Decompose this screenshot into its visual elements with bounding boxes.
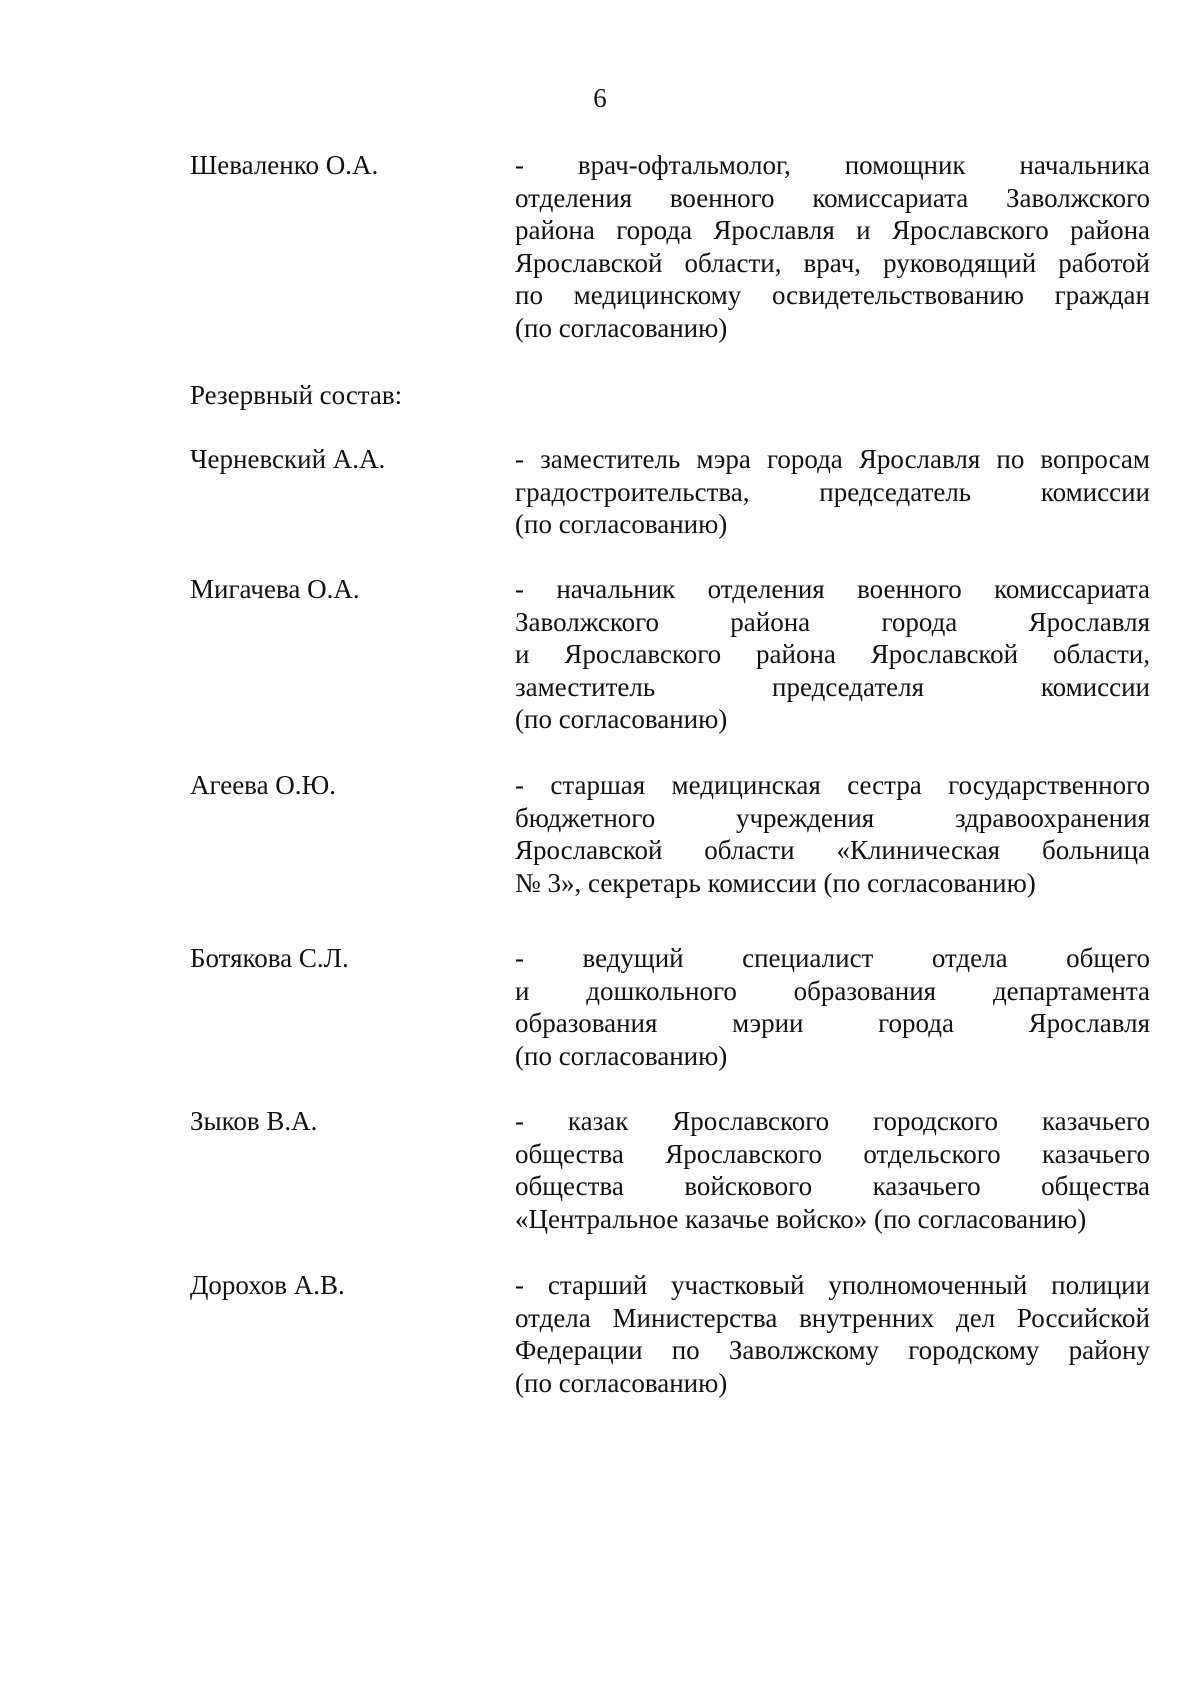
description-line: градостроительства, председатель комиссии [515, 476, 1150, 507]
description-line: района города Ярославля и Ярославского района [515, 215, 1150, 245]
description-line: отдела Министерства внутренних дел Российской [515, 1302, 1150, 1333]
description-line: - начальник отделения военного комиссариата [515, 574, 1150, 604]
description-line: (по согласованию) [515, 312, 728, 343]
description-line: образования мэрии города Ярославля [515, 1008, 1150, 1038]
page-number: 6 [593, 83, 607, 113]
member-name: Шеваленко О.А. [190, 150, 379, 180]
description-line: бюджетного учреждения здравоохранения [515, 802, 1150, 833]
member-name: Агеева О.Ю. [190, 770, 337, 800]
description-line: Заволжского района города Ярославля [515, 606, 1150, 637]
description-line: Федерации по Заволжскому городскому району [515, 1335, 1150, 1365]
member-name: Ботякова С.Л. [190, 943, 349, 973]
member-name: Мигачева О.А. [190, 574, 360, 604]
member-description [515, 942, 1150, 1072]
description-line: по медицинскому освидетельствованию граждан [515, 280, 1150, 310]
description-line: - старший участковый уполномоченный полиции [515, 1270, 1150, 1300]
member-description [515, 443, 1150, 541]
description-line: Ярославской области «Клиническая больница [515, 835, 1150, 865]
description-line: - ведущий специалист отдела общего [515, 943, 1150, 973]
description-line: заместитель председателя комиссии [515, 671, 1150, 702]
member-description [515, 149, 1150, 344]
member-name: Зыков В.А. [190, 1106, 318, 1136]
description-line: - заместитель мэра города Ярославля по вопросам [515, 444, 1150, 474]
description-line: (по согласованию) [515, 1367, 728, 1398]
member-description [515, 1105, 1150, 1235]
description-line: № 3», секретарь комиссии (по согласованию) [515, 867, 1036, 898]
description-line: и Ярославского района Ярославской области, [515, 639, 1150, 669]
member-description [515, 573, 1150, 736]
member-description [515, 1269, 1150, 1399]
description-line: - врач-офтальмолог, помощник начальника [515, 150, 1150, 180]
description-line: общества войскового казачьего общества [515, 1171, 1150, 1201]
description-line: «Центральное казачье войско» (по согласованию) [515, 1203, 1087, 1234]
reserve-heading: Резервный состав: [190, 380, 403, 410]
description-line: - старшая медицинская сестра государственного [515, 770, 1150, 800]
description-line: (по согласованию) [515, 509, 728, 539]
description-line: - казак Ярославского городского казачьего [515, 1106, 1150, 1136]
member-description [515, 769, 1150, 899]
description-line: Ярославской области, врач, руководящий работой [515, 247, 1150, 278]
description-line: отделения военного комиссариата Заволжского [515, 182, 1150, 213]
description-line: общества Ярославского отдельского казачьего [515, 1138, 1150, 1169]
description-line: и дошкольного образования департамента [515, 975, 1150, 1006]
member-name: Дорохов А.В. [190, 1270, 345, 1300]
member-name: Черневский А.А. [190, 444, 386, 474]
description-line: (по согласованию) [515, 704, 728, 734]
description-line: (по согласованию) [515, 1040, 728, 1071]
